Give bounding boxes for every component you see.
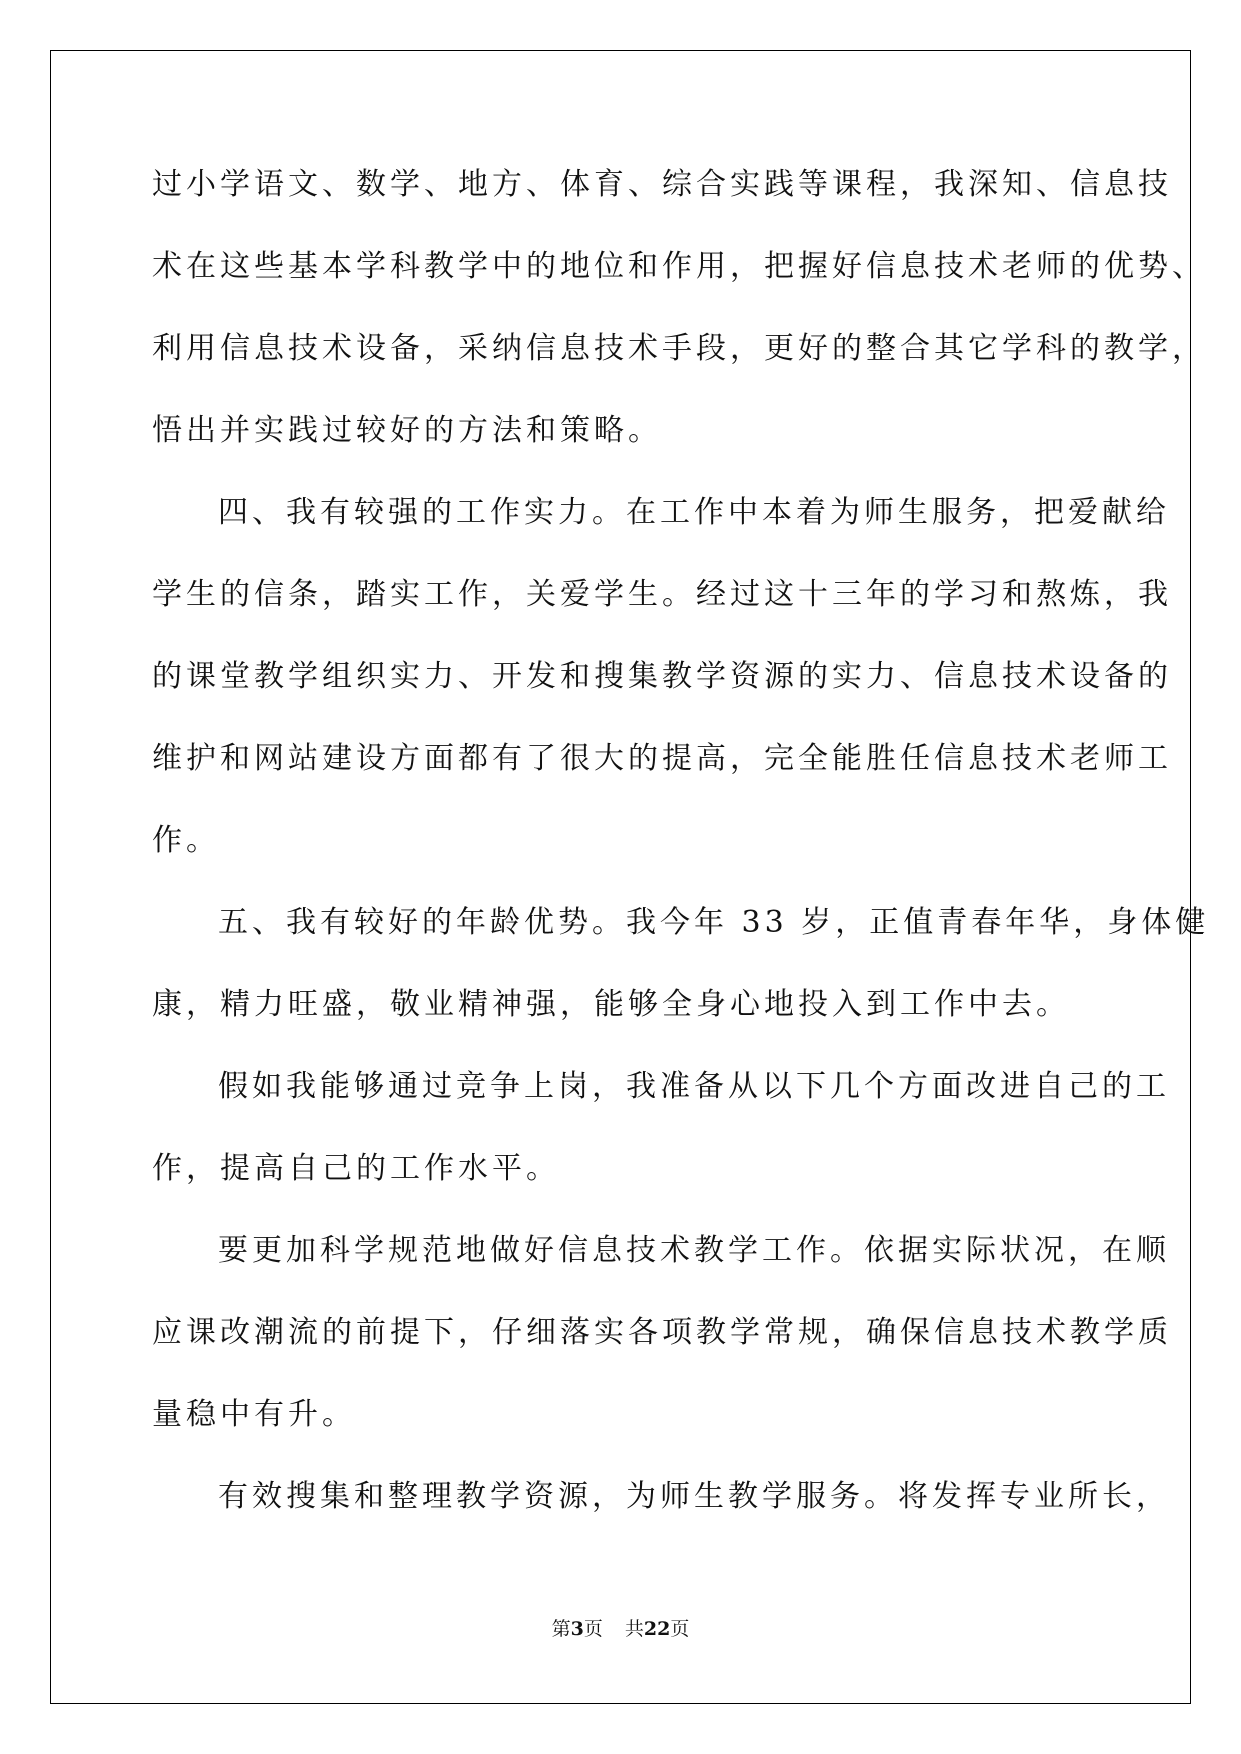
current-page-number: 3 [570,1618,584,1640]
text-line: 康，精力旺盛，敬业精神强，能够全身心地投入到工作中去。 [152,987,1070,1022]
text-line: 的课堂教学组织实力、开发和搜集教学资源的实力、信息技术设备的 [152,659,1172,694]
text-line: 有效搜集和整理教学资源，为师生教学服务。将发挥专业所长， [218,1479,1170,1514]
page-label-suffix: 页 [583,1618,603,1640]
text-line: 四、我有较强的工作实力。在工作中本着为师生服务，把爱献给 [218,495,1170,530]
document-body [152,163,1210,1557]
total-label-prefix: 共 [624,1618,644,1640]
text-line: 利用信息技术设备，采纳信息技术手段，更好的整合其它学科的教学， [152,331,1206,366]
total-page-count: 22 [643,1618,671,1640]
text-line: 作。 [152,823,220,858]
text-line: 量稳中有升。 [152,1397,356,1432]
text-line: 维护和网站建设方面都有了很大的提高，完全能胜任信息技术老师工 [152,741,1172,776]
text-line: 应课改潮流的前提下，仔细落实各项教学常规，确保信息技术教学质 [152,1315,1172,1350]
text-line: 过小学语文、数学、地方、体育、综合实践等课程，我深知、信息技 [152,167,1172,202]
text-line: 要更加科学规范地做好信息技术教学工作。依据实际状况，在顺 [218,1233,1170,1268]
page-label-prefix: 第 [551,1618,571,1640]
text-line: 术在这些基本学科教学中的地位和作用，把握好信息技术老师的优势、 [152,249,1206,284]
text-line: 五、我有较好的年龄优势。我今年 33 岁，正值青春年华，身体健 [218,905,1210,940]
text-line: 悟出并实践过较好的方法和策略。 [152,413,662,448]
page-footer [0,1614,1241,1641]
text-line: 作，提高自己的工作水平。 [152,1151,560,1186]
total-label-suffix: 页 [670,1618,690,1640]
text-line: 假如我能够通过竞争上岗，我准备从以下几个方面改进自己的工 [218,1069,1170,1104]
text-line: 学生的信条，踏实工作，关爱学生。经过这十三年的学习和熬炼，我 [152,577,1172,612]
